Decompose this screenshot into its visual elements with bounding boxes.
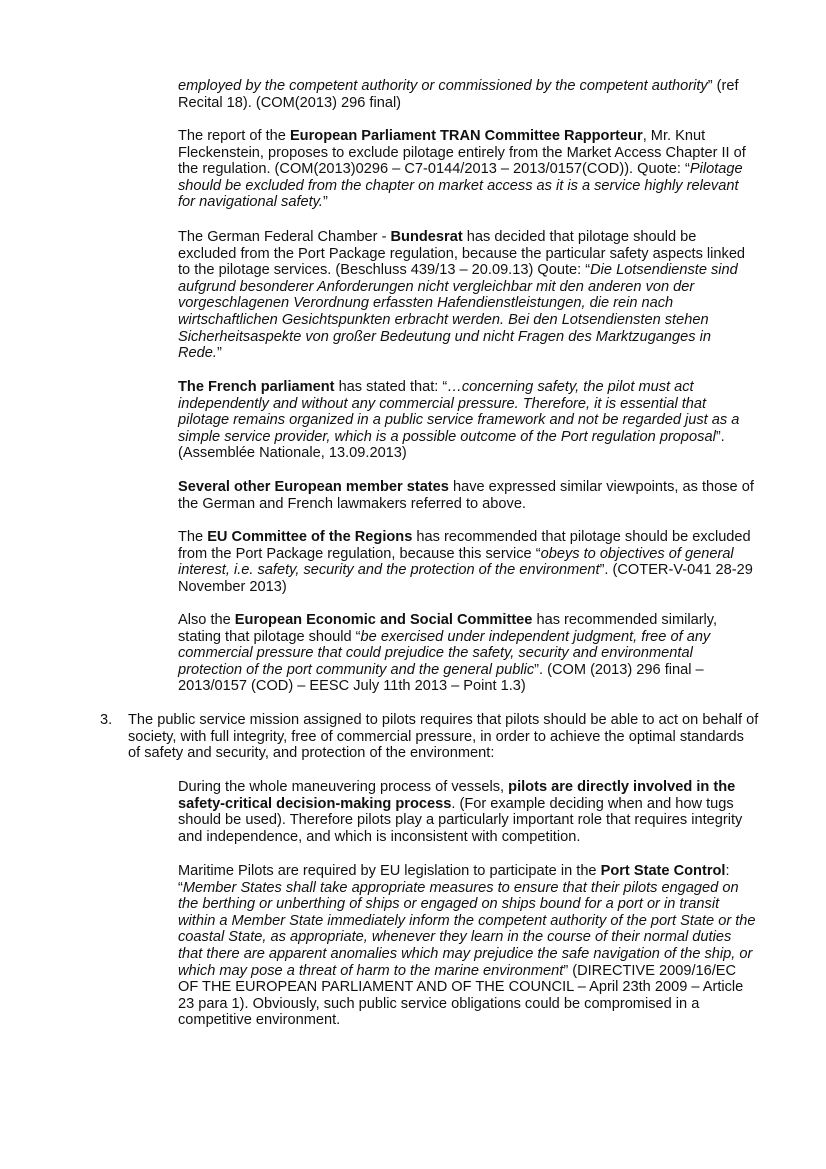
body-text: ”. (Assemblée Nationale, 13.09.2013) xyxy=(178,428,725,462)
emphasis-text: Several other European member states xyxy=(178,479,449,495)
emphasis-text: Port State Control xyxy=(600,863,726,879)
list-item-3 xyxy=(100,712,760,762)
quote-text: Pilotage should be excluded from the chapter on market access as it is a service highly relevant for navigational safety. xyxy=(178,161,743,211)
paragraph-decision-making xyxy=(178,779,758,845)
body-text: During the whole maneuvering process of vessels, xyxy=(178,779,509,795)
body-text: ” xyxy=(216,345,222,362)
body-text: . (For example deciding when and how tugs should be used). Therefore pilots play a particularly important role that requires integrity and independence, and which is inconsistent with competition. xyxy=(178,795,743,845)
quote-text: Die Lotsendienste sind aufgrund besonderer Anforderungen nicht vergleichbar mit den anderen von der vorgeschlagenen Verordnung erfassten Hafendienstleistungen, die rein nach wirtschaftlichen Gesichtspunkten erbracht werden. Bei den Lotsendiensten stehen Sicherheitsaspekte von großer Bedeutung und nicht Fragen des Marktzuganges in Rede. xyxy=(178,262,738,362)
paragraph-member-states xyxy=(178,479,758,512)
quote-text: be exercised under independent judgment, free of any commercial pressure that could prejudice the safety, security and environmental protection of the port community and the general public xyxy=(178,628,711,678)
body-text: has recommended that pilotage should be excluded from the Port Package regulation, because this service “ xyxy=(178,529,751,562)
paragraph-committee-regions xyxy=(178,529,758,595)
body-text: The xyxy=(178,529,208,545)
body-text: The German Federal Chamber - xyxy=(178,229,391,245)
emphasis-text: European Economic and Social Committee xyxy=(234,612,533,628)
paragraph-french-parliament xyxy=(178,379,758,462)
paragraph-port-state-control xyxy=(178,863,758,1029)
paragraph-bundesrat xyxy=(178,229,758,362)
emphasis-text: The French parliament xyxy=(178,379,335,395)
quote-text: employed by the competent authority or commissioned by the competent authority xyxy=(178,78,708,94)
paragraph-eesc xyxy=(178,612,758,695)
list-number: 3. xyxy=(100,712,113,728)
body-text: , Mr. Knut Fleckenstein, proposes to exclude pilotage entirely from the Market Access Chapter II of the regulation. (COM(2013)0296 – C7-0144/2013 – 2013/0157(COD)). Quote: “ xyxy=(178,128,746,178)
body-text: : “ xyxy=(178,863,730,896)
body-text: Also the xyxy=(178,612,235,628)
paragraph-recital-quote-end xyxy=(178,78,758,111)
list-item-text: The public service mission assigned to pilots requires that pilots should be able to act on behalf of society, with full integrity, free of commercial pressure, in order to achieve the optimal standards of safety and security, and protection of the environment: xyxy=(128,712,759,762)
quote-text: …concerning safety, the pilot must act independently and without any commercial pressure. Therefore, it is essential that pilotage remains organized in a public service framework and not be regarded just as a simple service provider, which is a possible outcome of the Port regulation proposal xyxy=(178,379,740,445)
paragraph-tran-committee xyxy=(178,128,758,211)
body-text: have expressed similar viewpoints, as those of the German and French lawmakers referred to above. xyxy=(178,479,754,512)
body-text: has decided that pilotage should be excluded from the Port Package regulation, because the particular safety aspects linked to the pilotage services. (Beschluss 439/13 – 20.09.13) Qoute: “ xyxy=(178,229,746,279)
reference-text: ” (ref Recital 18). (COM(2013) 296 final) xyxy=(178,78,739,111)
body-text: ”. (COTER-V-041 28-29 November 2013) xyxy=(178,562,753,595)
emphasis-text: Bundesrat xyxy=(390,229,463,245)
body-text: The report of the xyxy=(178,128,290,144)
body-text: Maritime Pilots are required by EU legislation to participate in the xyxy=(178,863,601,879)
body-text: ”. (COM (2013) 296 final – 2013/0157 (COD) – EESC July 11th 2013 – Point 1.3) xyxy=(178,661,704,695)
quote-text: Member States shall take appropriate measures to ensure that their pilots engaged on the berthing or unberthing of ships or engaged on ships bound for a port or in transit within a Member State immediately inform the competent authority of the port State or the coastal State, as appropriate, whenever they learn in the course of their normal duties that there are apparent anomalies which may prejudice the safe navigation of the ship, or which may pose a threat of harm to the marine environment xyxy=(178,879,756,979)
emphasis-text: European Parliament TRAN Committee Rapporteur xyxy=(289,128,643,144)
body-text: has stated that: “ xyxy=(334,379,448,395)
body-text: ” xyxy=(322,194,328,211)
emphasis-text: pilots are directly involved in the safety-critical decision-making process xyxy=(178,779,736,812)
emphasis-text: EU Committee of the Regions xyxy=(207,529,413,545)
body-text: ” (DIRECTIVE 2009/16/EC OF THE EUROPEAN PARLIAMENT AND OF THE COUNCIL – April 23th 2009 – Article 23 para 1). Obviously, such public service obligations could be compromised in a competitive environment. xyxy=(178,962,744,1029)
body-text: has recommended similarly, stating that pilotage should “ xyxy=(178,612,718,645)
quote-text: obeys to objectives of general interest, i.e. safety, security and the protection of the environment xyxy=(178,545,734,579)
